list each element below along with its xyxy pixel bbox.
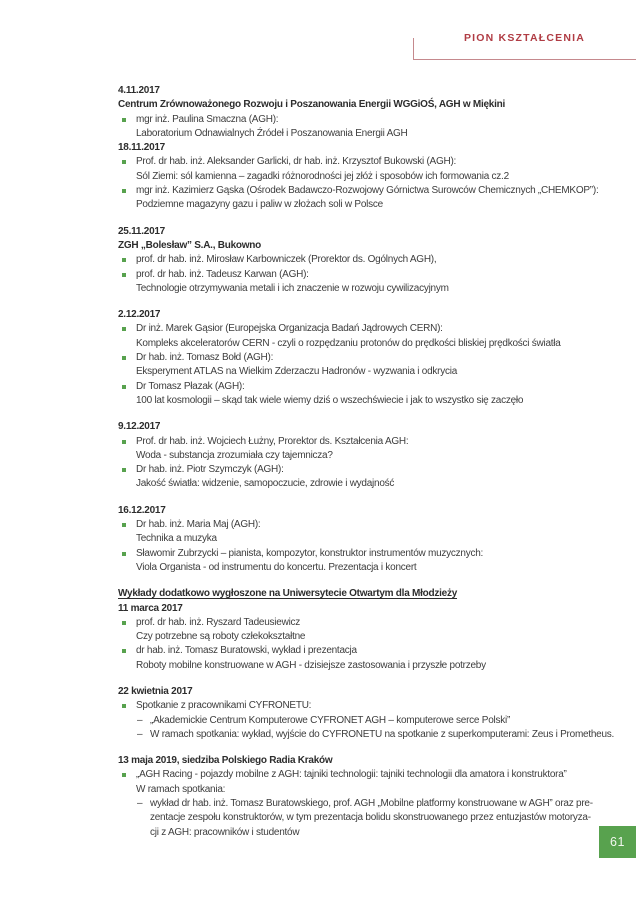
- list-item: [118, 518, 618, 532]
- list-item: [118, 435, 618, 449]
- list-item: [118, 699, 618, 713]
- dash-marker-icon: –: [137, 728, 143, 740]
- bullet-square-icon: [122, 327, 126, 331]
- bullet-square-icon: [122, 704, 126, 708]
- list-item-continuation: [118, 630, 618, 644]
- bullet-square-icon: [122, 385, 126, 389]
- bullet-square-icon: [122, 649, 126, 653]
- line-text: 13 maja 2019, siedziba Polskiego Radia Kraków: [118, 755, 333, 767]
- date-heading: [118, 504, 618, 518]
- line-text: 16.12.2017: [118, 504, 166, 516]
- sub-list-item: [118, 797, 618, 811]
- list-item-continuation: [118, 282, 618, 296]
- list-item-continuation: [118, 337, 618, 351]
- line-text: Dr hab. inż. Piotr Szymczyk (AGH):: [136, 464, 284, 476]
- line-text: Sól Ziemi: sól kamienna – zagadki różnorodności jej złóż i sposobów ich formowania cz.2: [136, 170, 509, 182]
- list-item: [118, 113, 618, 127]
- line-text: 4.11.2017: [118, 85, 160, 96]
- line-text: Woda - substancja zrozumiała czy tajemnicza?: [136, 449, 333, 461]
- list-item-continuation: [118, 561, 618, 575]
- header-rule-vertical: [413, 38, 414, 59]
- list-item: [118, 155, 618, 169]
- list-item-continuation: [118, 127, 618, 141]
- list-item: [118, 616, 618, 630]
- list-item: [118, 644, 618, 658]
- list-item: [118, 380, 618, 394]
- sub-list-item-continuation: [118, 826, 618, 840]
- list-item: [118, 253, 618, 267]
- line-text: mgr inż. Paulina Smaczna (AGH):: [136, 113, 279, 125]
- line-text: Dr hab. inż. Tomasz Bołd (AGH):: [136, 352, 274, 364]
- line-text: Jakość światła: widzenie, samopoczucie, zdrowie i wydajność: [136, 478, 395, 490]
- bullet-square-icon: [122, 160, 126, 164]
- bullet-square-icon: [122, 258, 126, 262]
- line-text: Czy potrzebne są roboty człekokształtne: [136, 631, 306, 643]
- date-heading: [118, 602, 618, 616]
- section-heading-underlined: [118, 587, 618, 601]
- line-text: prof. dr hab. inż. Ryszard Tadeusiewicz: [136, 616, 301, 628]
- line-text: Spotkanie z pracownikami CYFRONETU:: [136, 700, 312, 712]
- line-text: Roboty mobilne konstruowane w AGH - dzisiejsze zastosowania i przyszłe potrzeby: [136, 659, 486, 671]
- line-text: Wykłady dodatkowo wygłoszone na Uniwersytecie Otwartym dla Młodzieży: [118, 588, 458, 600]
- date-heading: [118, 84, 618, 98]
- line-text: wykład dr hab. inż. Tomasz Buratowskiego, prof. AGH „Mobilne platformy konstruowane w AGH” oraz pre-: [150, 798, 593, 810]
- event-heading: [118, 239, 618, 253]
- line-text: ZGH „Bolesław” S.A., Bukowno: [118, 239, 262, 251]
- line-text: 11 marca 2017: [118, 602, 183, 614]
- sub-list-item: [118, 714, 618, 728]
- page-number-badge: 61: [599, 826, 636, 858]
- line-text: W ramach spotkania: wykład, wyjście do CYFRONETU na spotkanie z superkomputerami: Zeus i Prometheus.: [150, 728, 615, 740]
- list-item: [118, 768, 618, 782]
- list-item: [118, 547, 618, 561]
- list-item-continuation: [118, 449, 618, 463]
- line-text: 18.11.2017: [118, 142, 165, 154]
- line-text: Viola Organista - od instrumentu do koncertu. Prezentacja i koncert: [136, 561, 417, 573]
- bullet-square-icon: [122, 773, 126, 777]
- line-text: Eksperyment ATLAS na Wielkim Zderzaczu Hadronów - wyzwania i odkrycia: [136, 366, 458, 378]
- bullet-square-icon: [122, 440, 126, 444]
- date-heading: [118, 141, 618, 155]
- line-text: Dr hab. inż. Maria Maj (AGH):: [136, 519, 261, 531]
- date-heading: [118, 225, 618, 239]
- line-text: Technika a muzyka: [136, 533, 217, 545]
- date-heading: [118, 420, 618, 434]
- date-heading: [118, 308, 618, 322]
- dash-marker-icon: –: [137, 798, 143, 810]
- list-item-continuation: [118, 477, 618, 491]
- bullet-square-icon: [122, 621, 126, 625]
- line-text: Centrum Zrównoważonego Rozwoju i Poszanowania Energii WGGiOŚ, AGH w Miękini: [118, 99, 506, 111]
- list-item-continuation: [118, 783, 618, 797]
- line-text: 25.11.2017: [118, 225, 165, 237]
- list-item: [118, 322, 618, 336]
- line-text: 100 lat kosmologii – skąd tak wiele wiemy dziś o wszechświecie i jak to wszystko się zaczęło: [136, 394, 524, 406]
- bullet-square-icon: [122, 189, 126, 193]
- line-text: prof. dr hab. inż. Tadeusz Karwan (AGH):: [136, 268, 309, 280]
- list-item-continuation: [118, 198, 618, 212]
- list-item-continuation: [118, 365, 618, 379]
- line-text: Prof. dr hab. inż. Wojciech Łużny, Prorektor ds. Kształcenia AGH:: [136, 435, 409, 447]
- line-text: cji z AGH: pracowników i studentów: [150, 826, 300, 838]
- sub-list-item-continuation: [118, 811, 618, 825]
- bullet-square-icon: [122, 273, 126, 277]
- bullet-square-icon: [122, 468, 126, 472]
- line-text: Technologie otrzymywania metali i ich znaczenie w rozwoju cywilizacyjnym: [136, 282, 449, 294]
- list-item: [118, 184, 618, 198]
- list-item: [118, 463, 618, 477]
- line-text: Laboratorium Odnawialnych Źródeł i Poszanowania Energii AGH: [136, 127, 408, 139]
- list-item-continuation: [118, 659, 618, 673]
- bullet-square-icon: [122, 552, 126, 556]
- dash-marker-icon: –: [137, 714, 143, 726]
- line-text: „AGH Racing - pojazdy mobilne z AGH: tajniki technologii: tajniki technologii dla amatora i konstruktora”: [136, 769, 567, 781]
- date-heading: [118, 685, 618, 699]
- bullet-square-icon: [122, 523, 126, 527]
- line-text: Podziemne magazyny gazu i paliw w złożach soli w Polsce: [136, 199, 383, 211]
- list-item-continuation: [118, 532, 618, 546]
- list-item: [118, 268, 618, 282]
- header-rule-horizontal: [413, 59, 636, 60]
- line-text: 9.12.2017: [118, 421, 161, 433]
- event-heading: [118, 98, 618, 112]
- list-item-continuation: [118, 170, 618, 184]
- list-item-continuation: [118, 394, 618, 408]
- line-text: mgr inż. Kazimierz Gąska (Ośrodek Badawczo-Rozwojowy Górnictwa Surowców Chemicznych „CHEMKOP”):: [136, 185, 599, 197]
- bullet-square-icon: [122, 356, 126, 360]
- line-text: Sławomir Zubrzycki – pianista, kompozytor, konstruktor instrumentów muzycznych:: [136, 547, 484, 559]
- content-area: [118, 84, 618, 840]
- line-text: 22 kwietnia 2017: [118, 685, 193, 697]
- sub-list-item: [118, 728, 618, 742]
- bullet-square-icon: [122, 118, 126, 122]
- line-text: 2.12.2017: [118, 309, 161, 321]
- line-text: prof. dr hab. inż. Mirosław Karbowniczek (Prorektor ds. Ogólnych AGH),: [136, 254, 437, 266]
- line-text: „Akademickie Centrum Komputerowe CYFRONET AGH – komputerowe serce Polski”: [150, 714, 511, 726]
- line-text: dr hab. inż. Tomasz Buratowski, wykład i prezentacja: [136, 645, 357, 657]
- line-text: W ramach spotkania:: [136, 783, 226, 795]
- section-header-label: PION KSZTAŁCENIA: [463, 32, 586, 44]
- line-text: Dr inż. Marek Gąsior (Europejska Organizacja Badań Jądrowych CERN):: [136, 323, 443, 335]
- line-text: Dr Tomasz Płazak (AGH):: [136, 380, 245, 392]
- line-text: Kompleks akceleratorów CERN - czyli o rozpędzaniu protonów do prędkości bliskiej prędkości światła: [136, 337, 561, 349]
- line-text: Prof. dr hab. inż. Aleksander Garlicki, dr hab. inż. Krzysztof Bukowski (AGH):: [136, 156, 457, 168]
- list-item: [118, 351, 618, 365]
- line-text: zentacje zespołu konstruktorów, w tym prezentacja bolidu skonstruowanego przez entuzjastów motoryza-: [150, 812, 591, 824]
- date-heading: [118, 754, 618, 768]
